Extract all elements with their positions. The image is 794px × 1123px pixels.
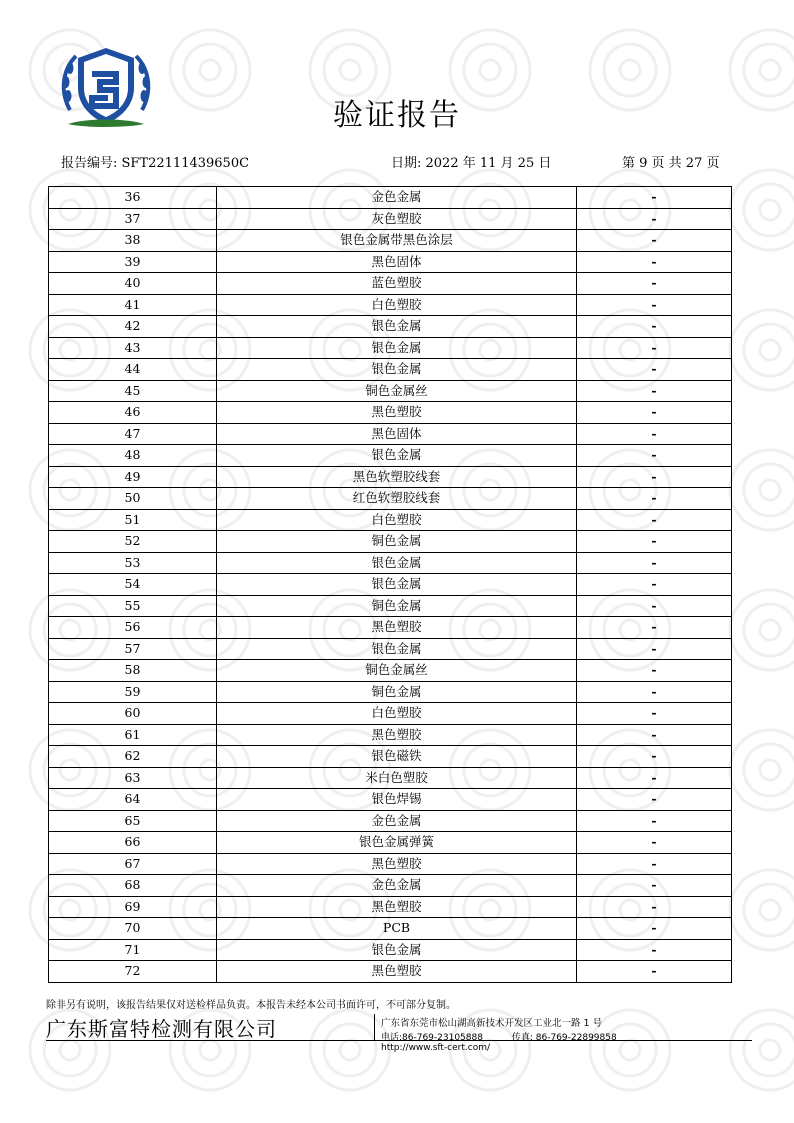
row-description: 金色金属 (217, 187, 577, 209)
row-result: - (577, 789, 732, 811)
row-description: 银色金属 (217, 574, 577, 596)
row-description: 银色金属 (217, 445, 577, 467)
row-description: PCB (217, 918, 577, 940)
row-number: 62 (49, 746, 217, 768)
row-description: 金色金属 (217, 875, 577, 897)
table-row (49, 273, 732, 295)
table-row (49, 380, 732, 402)
page-indicator: 第 9 页 共 27 页 (622, 156, 720, 171)
table-row (49, 294, 732, 316)
row-number: 49 (49, 466, 217, 488)
table-row (49, 402, 732, 424)
row-description: 黑色塑胶 (217, 402, 577, 424)
row-number: 56 (49, 617, 217, 639)
row-description: 银色金属 (217, 638, 577, 660)
row-number: 38 (49, 230, 217, 252)
table-row (49, 875, 732, 897)
table-row (49, 531, 732, 553)
row-result: - (577, 316, 732, 338)
table-row (49, 638, 732, 660)
table-row (49, 939, 732, 961)
table-row (49, 853, 732, 875)
table-row (49, 466, 732, 488)
row-number: 42 (49, 316, 217, 338)
row-description: 红色软塑胶线套 (217, 488, 577, 510)
company-address: 广东省东莞市松山湖高新技术开发区工业北一路 1 号 (381, 1018, 603, 1029)
row-result: - (577, 423, 732, 445)
row-number: 58 (49, 660, 217, 682)
row-number: 39 (49, 251, 217, 273)
disclaimer-text: 除非另有说明，该报告结果仅对送检样品负责。本报告未经本公司书面许可，不可部分复制。 (46, 1000, 456, 1011)
row-description: 银色焊锡 (217, 789, 577, 811)
row-result: - (577, 617, 732, 639)
row-result: - (577, 273, 732, 295)
footer-rule (46, 1040, 752, 1041)
row-description: 银色金属 (217, 939, 577, 961)
row-result: - (577, 767, 732, 789)
row-description: 灰色塑胶 (217, 208, 577, 230)
table-row (49, 359, 732, 381)
row-number: 69 (49, 896, 217, 918)
row-result: - (577, 488, 732, 510)
row-result: - (577, 294, 732, 316)
row-description: 蓝色塑胶 (217, 273, 577, 295)
table-row (49, 767, 732, 789)
row-number: 60 (49, 703, 217, 725)
row-description: 银色金属 (217, 359, 577, 381)
row-result: - (577, 724, 732, 746)
row-result: - (577, 531, 732, 553)
row-description: 米白色塑胶 (217, 767, 577, 789)
row-result: - (577, 402, 732, 424)
table-row (49, 746, 732, 768)
table-row (49, 961, 732, 983)
row-number: 67 (49, 853, 217, 875)
row-description: 黑色塑胶 (217, 724, 577, 746)
table-row (49, 918, 732, 940)
website-link[interactable]: http://www.sft-cert.com/ (381, 1043, 490, 1053)
row-description: 银色磁铁 (217, 746, 577, 768)
row-number: 71 (49, 939, 217, 961)
table-row (49, 703, 732, 725)
table-row (49, 789, 732, 811)
table-row (49, 660, 732, 682)
row-result: - (577, 337, 732, 359)
row-number: 47 (49, 423, 217, 445)
row-description: 银色金属带黑色涂层 (217, 230, 577, 252)
row-number: 51 (49, 509, 217, 531)
row-result: - (577, 509, 732, 531)
row-result: - (577, 552, 732, 574)
row-result: - (577, 445, 732, 467)
row-result: - (577, 208, 732, 230)
row-description: 银色金属 (217, 337, 577, 359)
footer-divider (374, 1014, 375, 1040)
company-name: 广东斯富特检测有限公司 (46, 1017, 277, 1041)
row-result: - (577, 574, 732, 596)
row-number: 65 (49, 810, 217, 832)
table-row (49, 574, 732, 596)
row-description: 黑色固体 (217, 423, 577, 445)
table-row (49, 445, 732, 467)
table-row (49, 251, 732, 273)
table-row (49, 488, 732, 510)
table-row (49, 230, 732, 252)
table-row (49, 552, 732, 574)
row-result: - (577, 230, 732, 252)
row-number: 50 (49, 488, 217, 510)
contact-line (381, 1030, 749, 1053)
row-result: - (577, 832, 732, 854)
row-number: 63 (49, 767, 217, 789)
row-number: 40 (49, 273, 217, 295)
table-row (49, 595, 732, 617)
row-description: 白色塑胶 (217, 509, 577, 531)
table-row (49, 316, 732, 338)
row-description: 黑色塑胶 (217, 896, 577, 918)
row-number: 59 (49, 681, 217, 703)
row-description: 黑色塑胶 (217, 853, 577, 875)
row-result: - (577, 918, 732, 940)
row-number: 54 (49, 574, 217, 596)
row-description: 黑色塑胶 (217, 961, 577, 983)
row-number: 36 (49, 187, 217, 209)
table-row (49, 337, 732, 359)
table-row (49, 896, 732, 918)
row-number: 43 (49, 337, 217, 359)
row-number: 44 (49, 359, 217, 381)
row-number: 61 (49, 724, 217, 746)
row-description: 黑色固体 (217, 251, 577, 273)
row-description: 银色金属弹簧 (217, 832, 577, 854)
row-result: - (577, 359, 732, 381)
table-row (49, 832, 732, 854)
row-result: - (577, 466, 732, 488)
row-result: - (577, 961, 732, 983)
row-result: - (577, 595, 732, 617)
row-description: 铜色金属丝 (217, 380, 577, 402)
row-number: 45 (49, 380, 217, 402)
row-description: 黑色软塑胶线套 (217, 466, 577, 488)
report-date: 日期: 2022 年 11 月 25 日 (391, 156, 552, 171)
table-row (49, 724, 732, 746)
row-description: 金色金属 (217, 810, 577, 832)
row-description: 黑色塑胶 (217, 617, 577, 639)
row-description: 铜色金属 (217, 681, 577, 703)
row-number: 52 (49, 531, 217, 553)
row-number: 46 (49, 402, 217, 424)
row-result: - (577, 380, 732, 402)
row-result: - (577, 638, 732, 660)
table-row (49, 423, 732, 445)
report-number: 报告编号: SFT22111439650C (61, 156, 250, 171)
row-result: - (577, 703, 732, 725)
row-description: 银色金属 (217, 316, 577, 338)
row-number: 48 (49, 445, 217, 467)
row-result: - (577, 187, 732, 209)
row-description: 铜色金属 (217, 595, 577, 617)
row-number: 72 (49, 961, 217, 983)
table-row (49, 681, 732, 703)
row-result: - (577, 853, 732, 875)
table-row (49, 509, 732, 531)
row-description: 铜色金属丝 (217, 660, 577, 682)
row-result: - (577, 660, 732, 682)
table-row (49, 810, 732, 832)
row-result: - (577, 746, 732, 768)
table-row (49, 187, 732, 209)
table-row (49, 208, 732, 230)
results-table (48, 186, 732, 983)
row-result: - (577, 810, 732, 832)
row-number: 55 (49, 595, 217, 617)
row-result: - (577, 251, 732, 273)
row-description: 铜色金属 (217, 531, 577, 553)
row-number: 64 (49, 789, 217, 811)
row-number: 70 (49, 918, 217, 940)
row-result: - (577, 681, 732, 703)
row-number: 68 (49, 875, 217, 897)
row-number: 66 (49, 832, 217, 854)
row-number: 37 (49, 208, 217, 230)
page-title: 验证报告 (333, 98, 461, 133)
row-result: - (577, 875, 732, 897)
row-number: 41 (49, 294, 217, 316)
row-description: 银色金属 (217, 552, 577, 574)
row-description: 白色塑胶 (217, 294, 577, 316)
row-number: 57 (49, 638, 217, 660)
fax-number: 传真: 86-769-22899858 (511, 1033, 617, 1043)
row-description: 白色塑胶 (217, 703, 577, 725)
row-number: 53 (49, 552, 217, 574)
row-result: - (577, 939, 732, 961)
row-result: - (577, 896, 732, 918)
table-row (49, 617, 732, 639)
phone-number: 电话:86-769-23105888 (381, 1033, 483, 1043)
